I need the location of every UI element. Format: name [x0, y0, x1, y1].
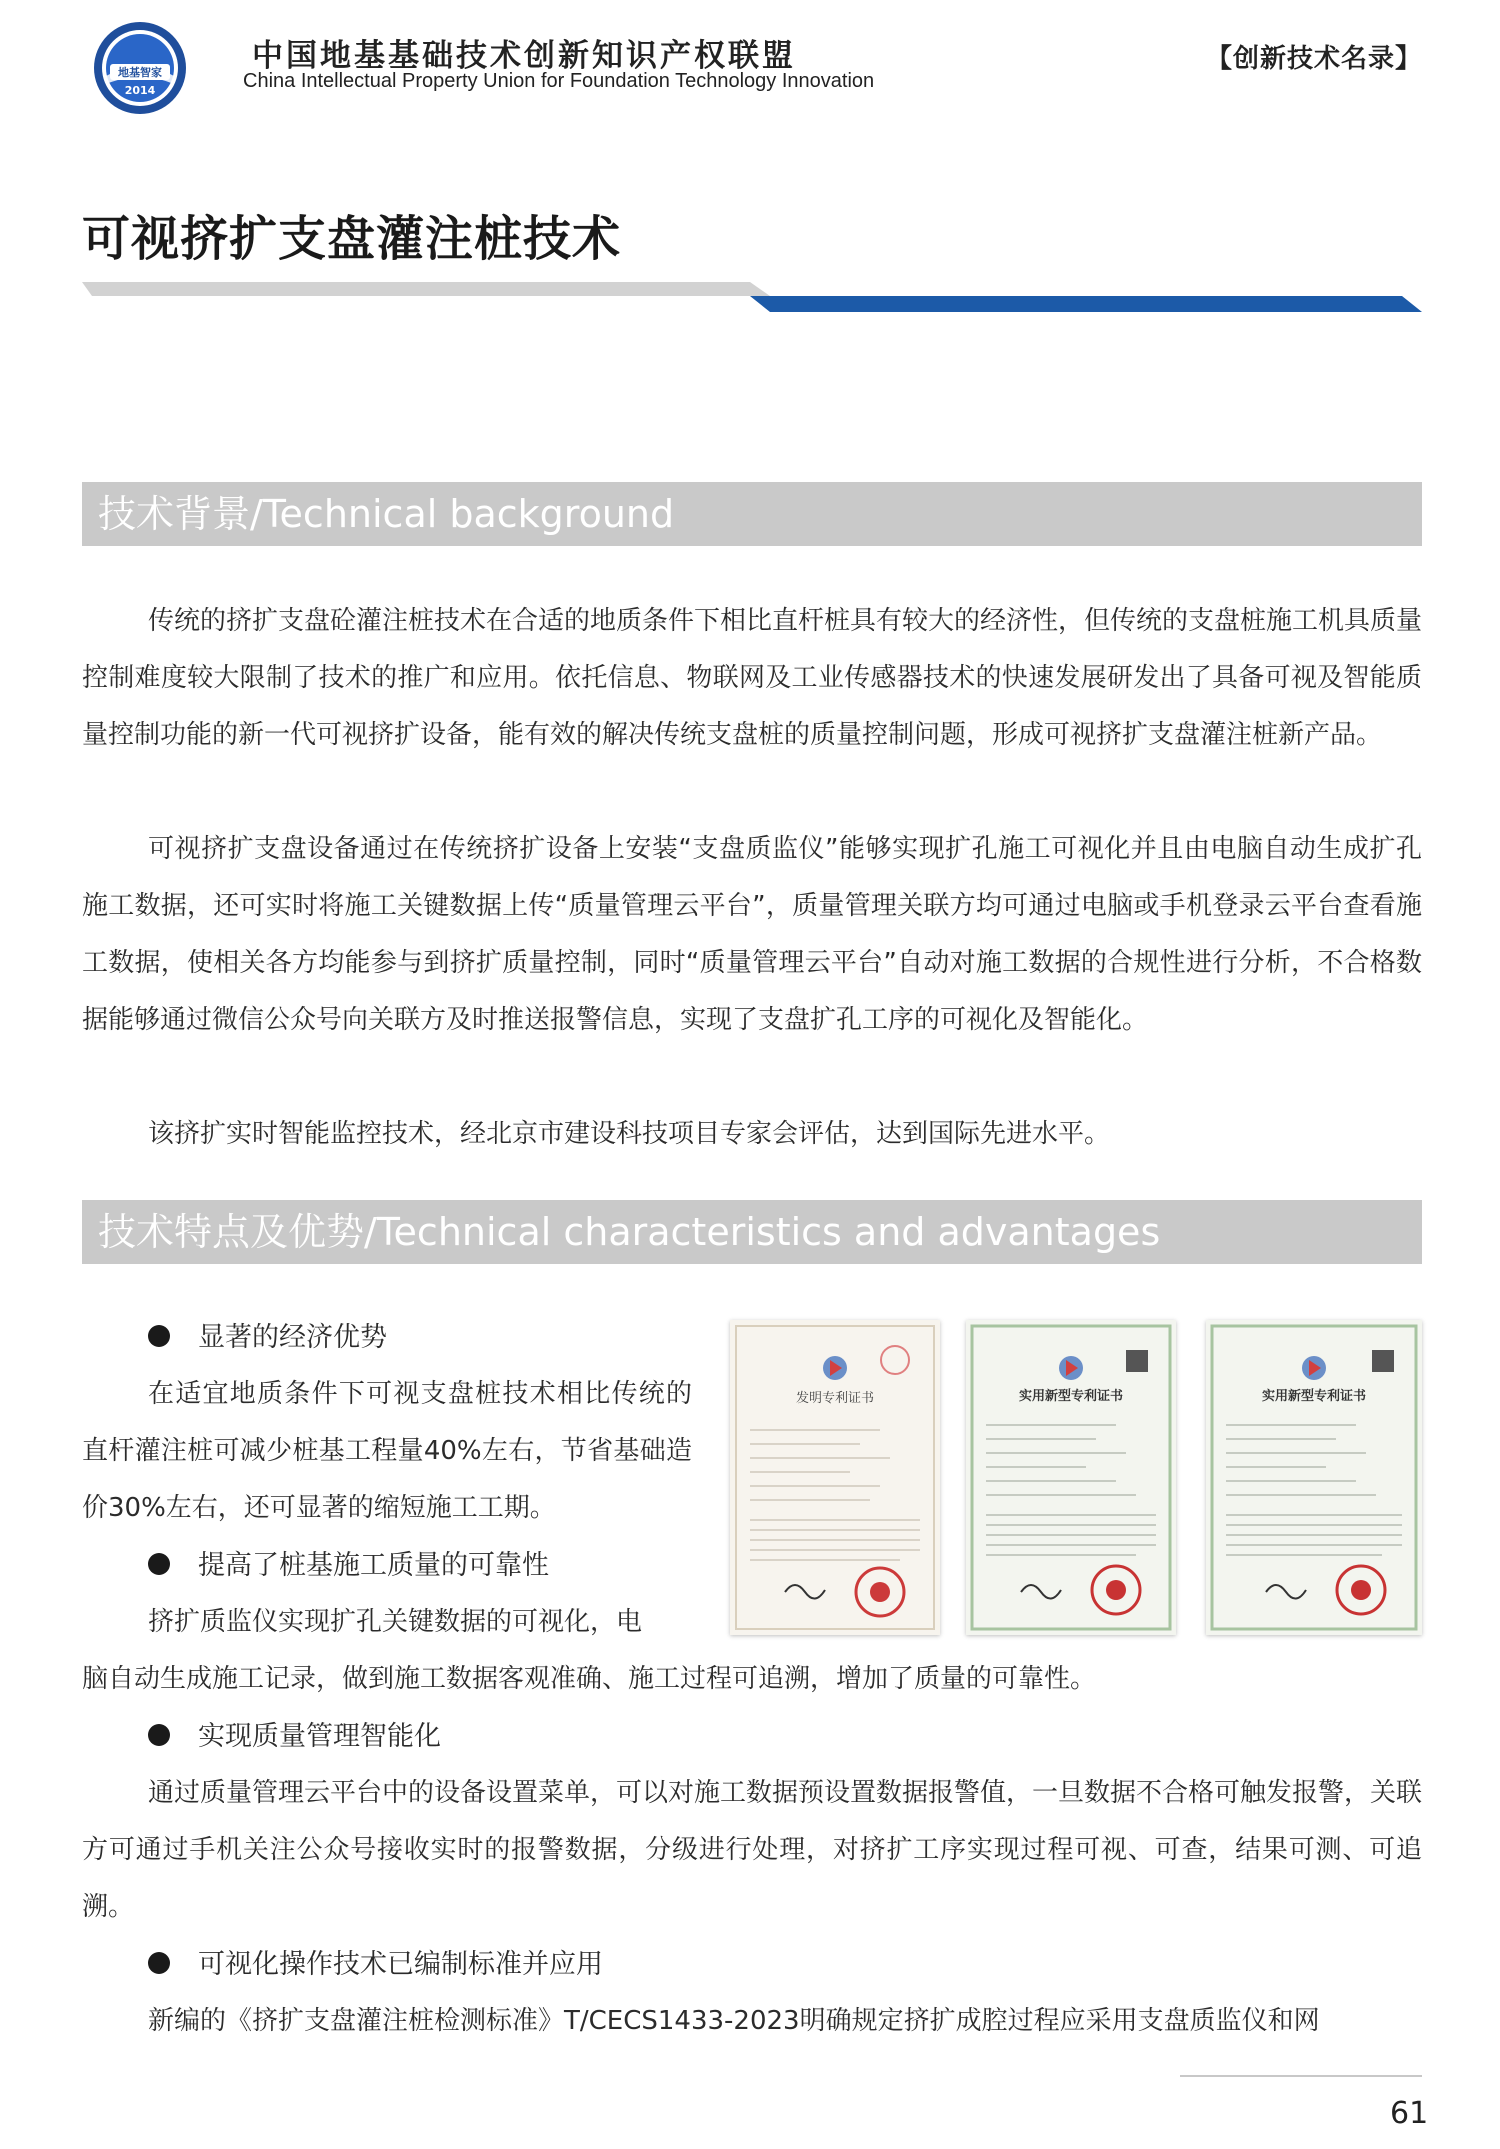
- section-heading-characteristics: 技术特点及优势/Technical characteristics and advantages: [82, 1200, 1422, 1264]
- org-name-en: China Intellectual Property Union for Foundation Technology Innovation: [243, 70, 875, 92]
- paragraph: 通过质量管理云平台中的设备设置菜单，可以对施工数据预设置数据报警值，一旦数据不合格可触发报警，关联方可通过手机关注公众号接收实时的报警数据，分级进行处理，对挤扩工序实现过程可视、可查，结果可测、可追溯。: [82, 1778, 1423, 1922]
- bullet-item: 显著的经济优势: [148, 1318, 387, 1358]
- cert-title: 发明专利证书: [795, 1391, 875, 1406]
- paragraph: 可视挤扩支盘设备通过在传统挤扩设备上安装“支盘质监仪”能够实现扩孔施工可视化并且由电脑自动生成扩孔施工数据，还可实时将施工关键数据上传“质量管理云平台”，质量管理关联方均可通过电脑或手机登录云平台查看施工数据，使相关各方均能参与到挤扩质量控制，同时“质量管理云平台”自动对施工数据的合规性进行分析，不合格数据能够通过微信公众号向关联方及时推送报警信息，实现了支盘扩孔工序的可视化及智能化。: [82, 834, 1422, 1035]
- bullet-dot-icon: [148, 1724, 170, 1746]
- page-number: 61: [1390, 2096, 1429, 2131]
- logo-text: 地基智家: [118, 66, 162, 79]
- paragraph: 该挤扩实时智能监控技术，经北京市建设科技项目专家会评估，达到国际先进水平。: [148, 1119, 1111, 1149]
- footer-divider: [1180, 2075, 1422, 2077]
- title-underline: [82, 282, 1422, 318]
- section-heading-background: 技术背景/Technical background: [82, 482, 1422, 546]
- patent-certificate-1: [730, 1320, 940, 1635]
- cert-title: 实用新型专利证书: [1261, 1389, 1367, 1404]
- patent-certificate-3: [1206, 1320, 1422, 1635]
- cert-title: 实用新型专利证书: [1018, 1389, 1124, 1404]
- org-name-cn: 中国地基基础技术创新知识产权联盟: [252, 38, 796, 74]
- paragraph: 在适宜地质条件下可视支盘桩技术相比传统的直杆灌注桩可减少桩基工程量40%左右，节省基础造价30%左右，还可显著的缩短施工工期。: [82, 1379, 692, 1523]
- bullet-item: 提高了桩基施工质量的可靠性: [148, 1546, 549, 1586]
- paragraph: 新编的《挤扩支盘灌注桩检测标准》T/CECS1433-2023明确规定挤扩成腔过程应采用支盘质监仪和网: [148, 2006, 1320, 2036]
- paragraph: 脑自动生成施工记录，做到施工数据客观准确、施工过程可追溯，增加了质量的可靠性。: [82, 1664, 1097, 1694]
- category-tag: 【创新技术名录】: [1205, 44, 1422, 74]
- patent-certificate-2: [966, 1320, 1176, 1635]
- bullet-dot-icon: [148, 1325, 170, 1347]
- bullet-item: 可视化操作技术已编制标准并应用: [148, 1945, 603, 1985]
- paragraph: 挤扩质监仪实现扩孔关键数据的可视化，电: [148, 1607, 643, 1637]
- logo-year: 2014: [124, 84, 156, 97]
- bullet-dot-icon: [148, 1553, 170, 1575]
- alliance-logo: [80, 18, 220, 118]
- page-title: 可视挤扩支盘灌注桩技术: [82, 211, 622, 267]
- bullet-dot-icon: [148, 1952, 170, 1974]
- bullet-item: 实现质量管理智能化: [148, 1717, 441, 1757]
- paragraph: 传统的挤扩支盘砼灌注桩技术在合适的地质条件下相比直杆桩具有较大的经济性，但传统的支盘桩施工机具质量控制难度较大限制了技术的推广和应用。依托信息、物联网及工业传感器技术的快速发展研发出了具备可视及智能质量控制功能的新一代可视挤扩设备，能有效的解决传统支盘桩的质量控制问题，形成可视挤扩支盘灌注桩新产品。: [82, 606, 1423, 750]
